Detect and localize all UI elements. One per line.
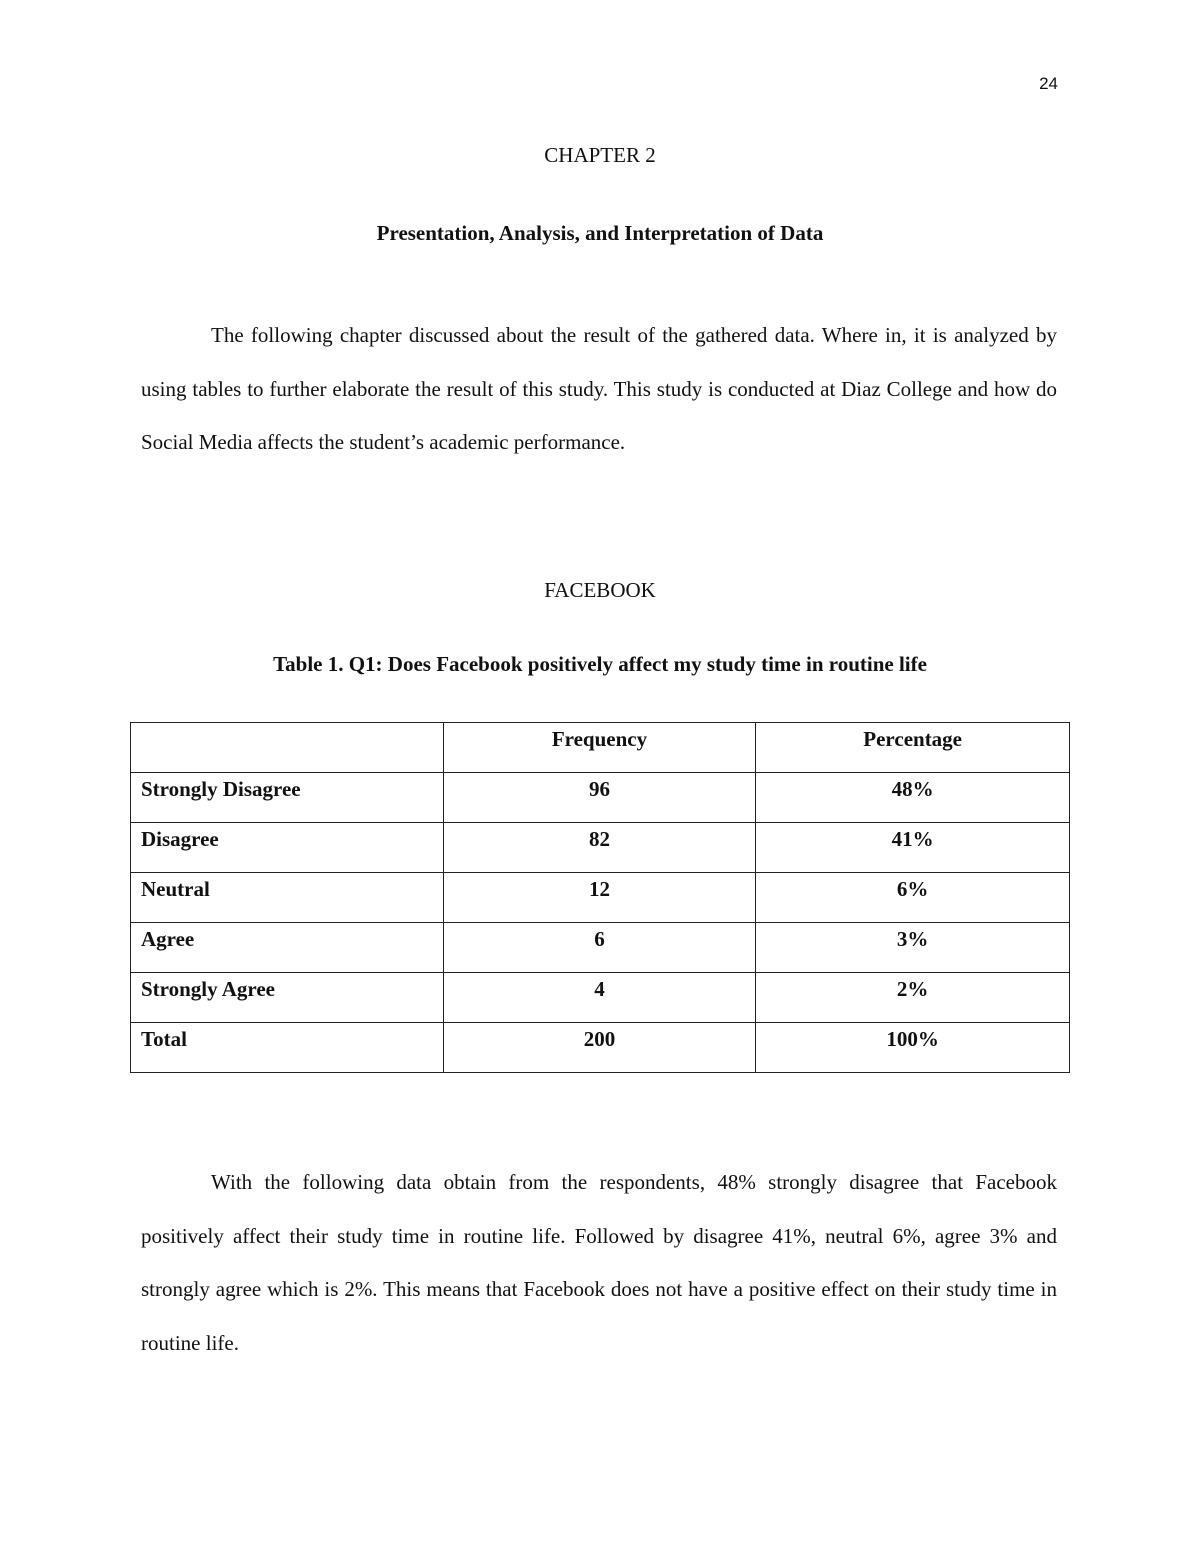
row-frequency: 200: [443, 1023, 756, 1073]
chapter-title: CHAPTER 2: [544, 143, 656, 167]
subsection-title: FACEBOOK: [544, 578, 656, 602]
table-row: [131, 973, 1070, 1023]
header-frequency-cell: Frequency: [443, 723, 756, 773]
table-row: [131, 873, 1070, 923]
table-row: [131, 773, 1070, 823]
page-number: 24: [1039, 74, 1058, 93]
section-title: Presentation, Analysis, and Interpretation of Data: [376, 221, 824, 245]
row-percentage: 6%: [756, 873, 1070, 923]
row-frequency: 82: [443, 823, 756, 873]
row-percentage: 48%: [756, 773, 1070, 823]
table-total-row: [131, 1023, 1070, 1073]
row-percentage: 2%: [756, 973, 1070, 1023]
row-percentage: 3%: [756, 923, 1070, 973]
frequency-table: [130, 722, 1070, 1073]
header-percentage-cell: Percentage: [756, 723, 1070, 773]
row-label: Strongly Disagree: [131, 773, 444, 823]
intro-paragraph: The following chapter discussed about the result of the gathered data. Where in, it is analyzed by using tables to further elaborate the result of this study. This study is conducted at Diaz College and how do Social Media affects the student’s academic performance.: [141, 323, 1057, 454]
row-label: Agree: [131, 923, 444, 973]
row-frequency: 4: [443, 973, 756, 1023]
table-row: [131, 923, 1070, 973]
row-label: Strongly Agree: [131, 973, 444, 1023]
row-label: Neutral: [131, 873, 444, 923]
row-percentage: 41%: [756, 823, 1070, 873]
table-caption: Table 1. Q1: Does Facebook positively affect my study time in routine life: [273, 652, 927, 676]
analysis-paragraph: With the following data obtain from the respondents, 48% strongly disagree that Facebook positively affect their study time in routine life. Followed by disagree 41%, neutral 6%, agree 3% and strongly agree which is 2%. This means that Facebook does not have a positive effect on their study time in routine life.: [141, 1170, 1057, 1355]
row-label: Disagree: [131, 823, 444, 873]
row-percentage: 100%: [756, 1023, 1070, 1073]
row-label: Total: [131, 1023, 444, 1073]
table-header-row: [131, 723, 1070, 773]
row-frequency: 6: [443, 923, 756, 973]
row-frequency: 12: [443, 873, 756, 923]
header-label-cell: [131, 723, 444, 773]
table-row: [131, 823, 1070, 873]
row-frequency: 96: [443, 773, 756, 823]
